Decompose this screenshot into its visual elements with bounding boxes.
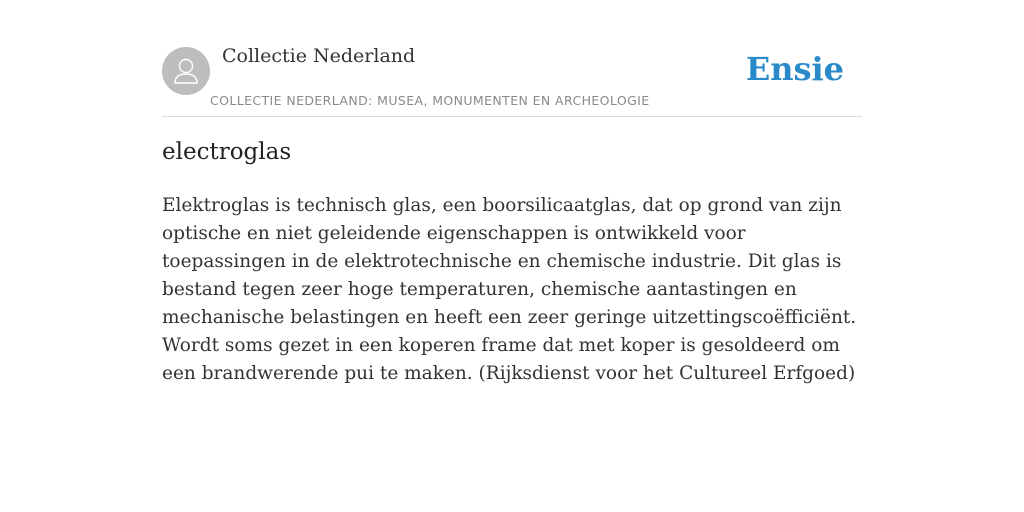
entry-definition: Elektroglas is technisch glas, een boorsilicaatglas, dat op grond van zijn optische en niet geleidende eigenschappen is ontwikkeld voor toepassingen in de elektrotechnische en chemische industrie. Dit glas is bestand tegen zeer hoge temperaturen, chemische aantastingen en mechanische belastingen en heeft een zeer geringe uitzettingscoëfficiënt. Wordt soms gezet in een koperen frame dat met koper is gesoldeerd om een brandwerende pui te maken. (Rijksdienst voor het Cultureel Erfgoed) (162, 195, 857, 384)
author-name[interactable]: Collectie Nederland (222, 45, 416, 67)
entry-card (162, 0, 862, 384)
entry-header (162, 0, 862, 117)
entry-title: electroglas (162, 139, 292, 165)
ensie-logo[interactable]: Ensie (745, 50, 844, 88)
author-subtitle[interactable]: COLLECTIE NEDERLAND: MUSEA, MONUMENTEN EN ARCHEOLOGIE (210, 93, 650, 108)
user-avatar-icon[interactable] (162, 47, 210, 95)
